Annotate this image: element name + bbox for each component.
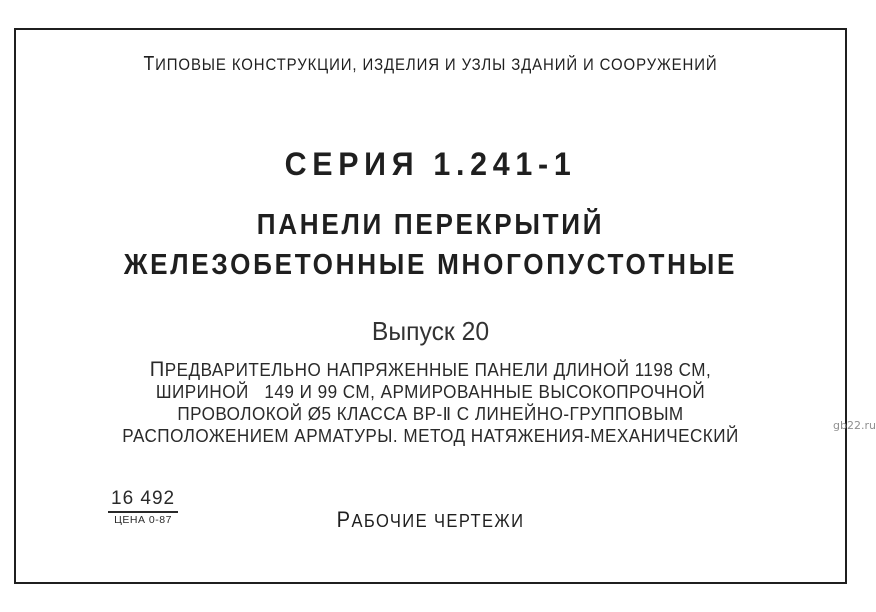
issue-label: Выпуск 20 xyxy=(371,316,490,346)
description-line: ПРЕДВАРИТЕЛЬНО НАПРЯЖЕННЫЕ ПАНЕЛИ ДЛИНОЙ 1198 СМ, xyxy=(149,357,712,381)
order-number: 16 492 xyxy=(108,488,178,513)
document-title-line-2: ЖЕЛЕЗОБЕТОННЫЕ МНОГОПУСТОТНЫЕ xyxy=(123,249,738,281)
page-border xyxy=(14,28,847,584)
price-label: ЦЕНА 0-87 xyxy=(114,514,172,526)
description-line: ШИРИНОЙ 149 И 99 СМ, АРМИРОВАННЫЕ ВЫСОКОПРОЧНОЙ xyxy=(155,382,706,402)
description xyxy=(37,358,825,447)
watermark: gb22.ru xyxy=(833,419,876,432)
description-line: ПРОВОЛОКОЙ Ø5 КЛАССА ВР-Ⅱ С ЛИНЕЙНО-ГРУППОВЫМ xyxy=(177,404,684,424)
category-header: ТИПОВЫЕ КОНСТРУКЦИИ, ИЗДЕЛИЯ И УЗЛЫ ЗДАНИЙ И СООРУЖЕНИЙ xyxy=(143,53,718,75)
description-line: РАСПОЛОЖЕНИЕМ АРМАТУРЫ. МЕТОД НАТЯЖЕНИЯ-МЕХАНИЧЕСКИЙ xyxy=(122,426,739,446)
document-title-line-1: ПАНЕЛИ ПЕРЕКРЫТИЙ xyxy=(256,209,605,241)
series-title: СЕРИЯ 1.241-1 xyxy=(284,146,577,182)
document-type-label: РАБОЧИЕ ЧЕРТЕЖИ xyxy=(336,507,525,532)
